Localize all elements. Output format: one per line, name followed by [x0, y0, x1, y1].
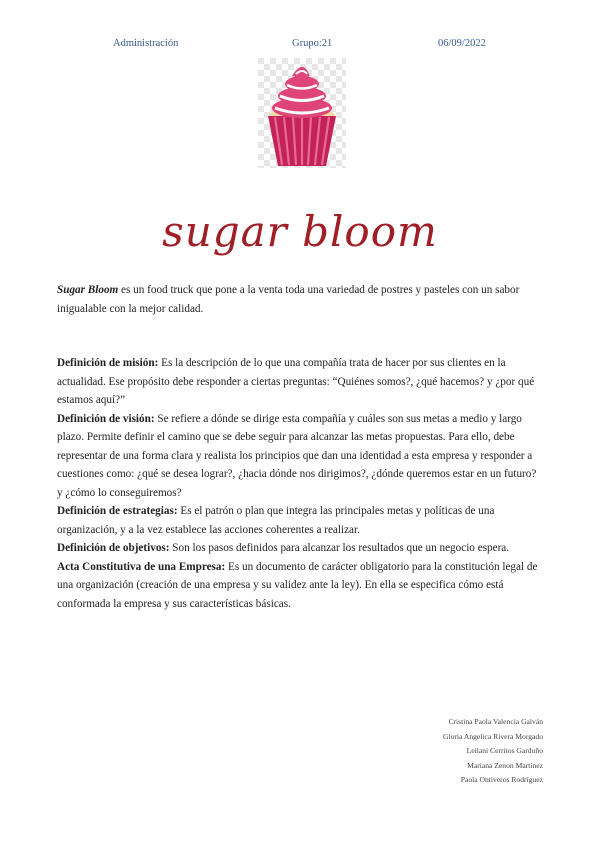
brand-name: sugar bloom — [162, 207, 438, 256]
author-name: Cristina Paola Valencia Galván — [448, 717, 543, 726]
section-title: Definición de misión: — [57, 357, 159, 369]
header-date: 06/09/2022 — [438, 38, 486, 49]
section-text: Son los pasos definidos para alcanzar los resultados que un negocio espera. — [169, 542, 510, 554]
header-group: Grupo:21 — [292, 38, 333, 49]
section-mision — [57, 354, 543, 410]
section-estrategias — [57, 502, 543, 539]
author-name: Mariana Zenon Martinez — [467, 760, 543, 770]
section-text: Es el patrón o plan que integra las principales metas y políticas de una organización, y a la vez establece las acciones coherentes a realizar. — [57, 505, 495, 536]
authors-list — [443, 715, 543, 788]
section-title: Definición de objetivos: — [57, 542, 170, 554]
header-subject: Administración — [113, 38, 179, 49]
section-title: Definición de visión: — [57, 412, 155, 425]
intro-text: es un food truck que pone a la venta toda una variedad de postres y pasteles con un sabor inigualable con la mejor calidad. — [57, 284, 520, 315]
section-text: Se refiere a dónde se dirige esta compañía y cuáles son sus metas a medio y largo plazo. Permite definir el camino que se debe seguir para alcanzar las metas propuestas. Para ello, debe representar de una forma clara y realista los principios que dan una identidad a esta empresa y responder a cuestiones como: ¿qué se desea lograr?, ¿hacia dónde nos dirigimos?, ¿dónde queremos estar en un futuro? y ¿cómo lo conseguiremos? — [57, 412, 537, 499]
section-title: Acta Constitutiva de una Empresa: — [57, 560, 226, 573]
section-text: Es la descripción de lo que una compañía trata de hacer por sus clientes en la actualidad. Ese propósito debe responder a ciertas preguntas: “Quiénes somos?, ¿qué hacemos? y ¿por qué estamos aquí?” — [57, 357, 535, 406]
section-vision — [57, 410, 543, 503]
author-name: Leilani Cerritos Garduño — [466, 746, 543, 756]
page-header — [0, 38, 600, 52]
section-objetivos — [57, 539, 543, 558]
section-acta — [57, 558, 543, 614]
cupcake-icon — [258, 58, 346, 168]
section-title: Definición de estrategias: — [57, 505, 178, 517]
intro-paragraph — [57, 281, 543, 318]
author-name: Gloria Angelica Rivera Morgado — [442, 731, 543, 741]
author-name: Paola Ontiveros Rodríguez — [460, 775, 543, 785]
intro-lead: Sugar Bloom — [57, 284, 119, 296]
document-body — [57, 281, 543, 613]
section-text: Es un documento de carácter obligatorio para la constitución legal de una organización (creación de una empresa y su validez ante la ley). En ella se especifica cómo está conformada la empresa y sus características básicas. — [57, 560, 538, 610]
